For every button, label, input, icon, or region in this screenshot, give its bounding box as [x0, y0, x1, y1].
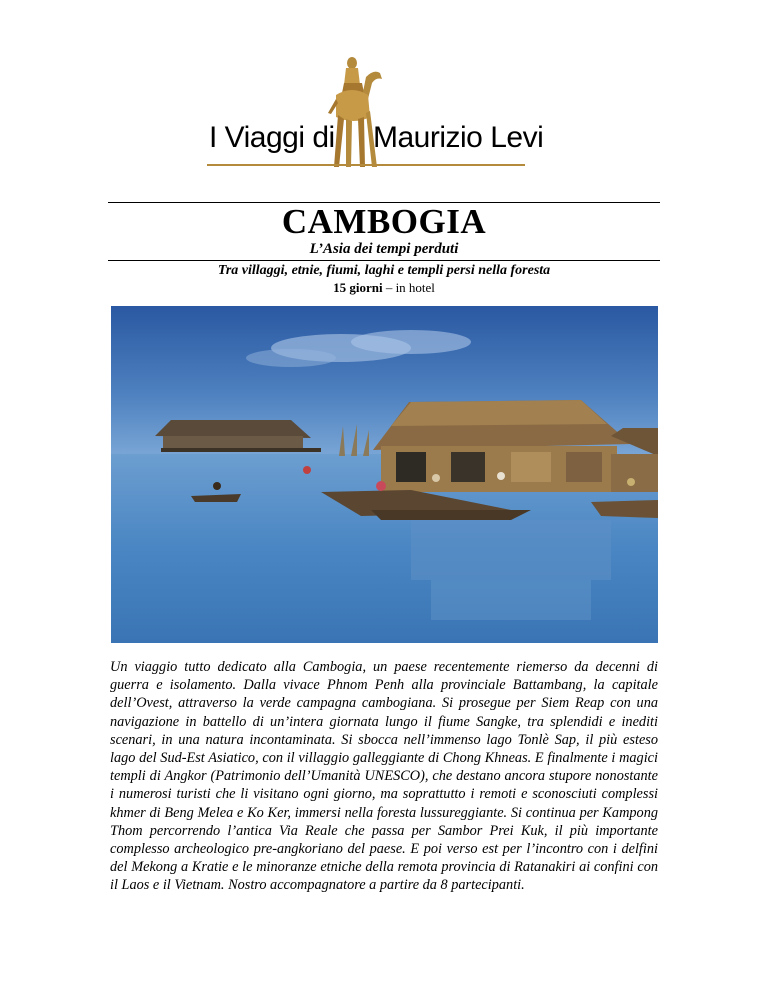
brand-logo: [207, 55, 544, 173]
floating-village-photo: [111, 306, 658, 643]
duration-days: 15 giorni: [333, 280, 383, 295]
page-title: CAMBOGIA: [281, 202, 487, 241]
trip-duration: [108, 280, 660, 296]
logo-underline: [207, 164, 525, 166]
subtitle-divider: [108, 260, 660, 261]
floating-village-illustration: [111, 306, 658, 643]
trip-description: Un viaggio tutto dedicato alla Cambogia, un paese recentemente riemerso da decenni di guerra e isolamento. Dalla vivace Phnom Penh alla provinciale Battambang, la capitale dell’Ovest, attraverso la verde campagna cambogiana. Si prosegue per Siem Reap con una navigazione in battello di un’intera giornata lungo il fiume Sangke, tra splendidi e inediti scenari, in una natura incontaminata. Si sbocca nell’immenso lago Tonlè Sap, il più esteso lago del Sud-Est Asiatico, con il villaggio galleggiante di Chong Khneas. E finalmente i magici templi di Angkor (Patrimonio dell’Umanità UNESCO), che destano ancora stupore nonostante i numerosi turisti che li visitano ogni giorno, ma soprattutto i remoti e sconosciuti complessi khmer di Beng Melea e Ko Ker, immersi nella foresta lussureggiante. Si continua per Kampong Thom percorrendo l’antica Via Reale che passa per Sambor Prei Kuk, il più importante complesso archeologico pre-angkoriano del paese. E poi verso est per l’incontro con i delfini del Mekong a Kratie e le minoranze etniche della remota provincia di Ratanakiri ai confini con il Laos e il Vietnam. Nostro accompagnatore a partire da 8 partecipanti.: [110, 659, 658, 894]
trip-tagline: Tra villaggi, etnie, fiumi, laghi e templi persi nella foresta: [217, 263, 551, 278]
duration-accommodation: – in hotel: [382, 280, 435, 295]
logo-text-right: Maurizio Levi: [373, 121, 544, 154]
page-subtitle: L’Asia dei tempi perduti: [309, 241, 459, 257]
logo-text-left: I Viaggi di: [209, 121, 335, 154]
